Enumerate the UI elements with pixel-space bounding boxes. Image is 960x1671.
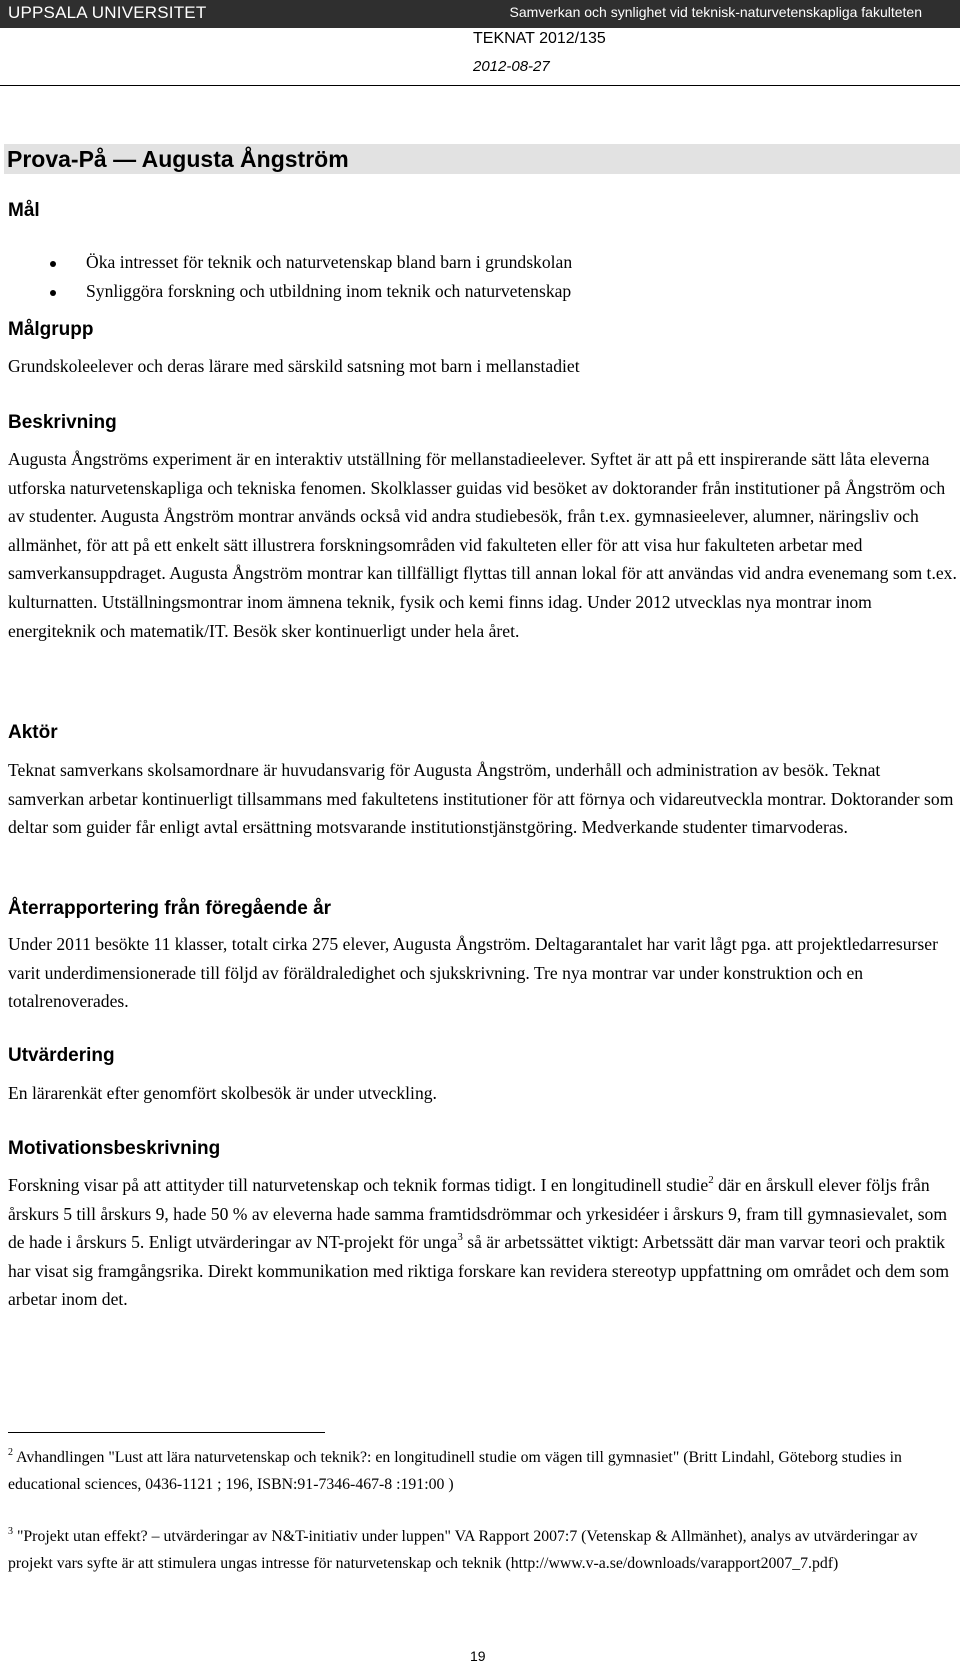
document-date: 2012-08-27 (473, 58, 550, 75)
bullet-icon (50, 261, 56, 267)
footnote-number: 3 (8, 1526, 13, 1537)
footnote-ref: 3 (457, 1231, 463, 1244)
page-title: Prova-På — Augusta Ångström (7, 146, 349, 172)
aktor-text: Teknat samverkans skolsamordnare är huvudansvarig för Augusta Ångström, underhåll och administration av besök. Teknat samverkan arbetar kontinuerligt tillsammans med fakultetens institutioner för att förnya och vidareutveckla montrar. Doktorander som deltar som guider får enligt avtal ersättning motsvarande institutionstjänstgöring. Medverkande studenter timarvoderas. (8, 760, 954, 838)
motivation-text-part: där en årskull elever följs från årskurs 5 till årskurs 9, hade 50 % av eleverna hade samma framtidsdrömmar och yrkesidéer i årskurs 9, fram till gymnasievalet, som de hade i årskurs 5. Enligt utvärderingar av NT-projekt för unga (8, 1175, 948, 1253)
utvardering-text: En lärarenkät efter genomfört skolbesök är under utveckling. (8, 1083, 437, 1103)
aterrapportering-text: Under 2011 besökte 11 klasser, totalt cirka 275 elever, Augusta Ångström. Deltagarantalet har varit lågt pga. att projektledarresurser varit underdimensionerade till följd av föräldraledighet och sjukskrivning. Tre nya montrar var under konstruktion och en totalrenoverades. (8, 934, 938, 1012)
header-divider (0, 85, 960, 86)
motivation-text-part: Forskning visar på att attityder till naturvetenskap och teknik formas tidigt. I en longitudinell studie (8, 1175, 709, 1195)
heading-utvardering: Utvärdering (8, 1045, 115, 1066)
goal-list (0, 248, 900, 306)
beskrivning-text: Augusta Ångströms experiment är en interaktiv utställning för mellanstadieelever. Syftet är att på ett inspirerande sätt låta eleverna utforska naturvetenskapliga och tekniska fenomen. Skolklasser guidas vid besöket av doktorander från institutioner på Ångström och av studenter. Augusta Ångström montrar används också vid andra studiebesök, från t.ex. gymnasieelever, alumner, näringsliv och allmänhet, för att på ett enkelt sätt illustrera forskningsområden vid fakulteten eller för att visa hur fakulteten arbetar med samverkansuppdraget. Augusta Ångström montrar kan tillfälligt flyttas till annan lokal för att användas vid andra evenemang som t.ex. kulturnatten. Utställningsmontrar inom ämnena teknik, fysik och kemi finns idag. Under 2012 utvecklas nya montrar inom energiteknik och matematik/IT. Besök sker kontinuerligt under hela året. (8, 449, 957, 641)
footnote-ref: 2 (708, 1174, 714, 1186)
list-item (0, 277, 900, 306)
heading-beskrivning: Beskrivning (8, 412, 117, 433)
document-reference: TEKNAT 2012/135 (473, 30, 606, 47)
heading-mal: Mål (8, 200, 40, 221)
faculty-name: Samverkan och synlighet vid teknisk-naturvetenskapliga fakulteten (509, 4, 922, 20)
footnote-text: Avhandlingen "Lust att lära naturvetenskap och teknik?: en longitudinell studie om vägen till gymnasiet" (Britt Lindahl, Göteborg studies in educational sciences, 0436-1121 ; 196, ISBN:91-7346-467-8 :191:00 ) (8, 1449, 902, 1493)
heading-aktor: Aktör (8, 722, 58, 743)
heading-aterrapportering: Återrapportering från föregående år (8, 898, 332, 919)
footnote (8, 1524, 948, 1577)
list-item (0, 248, 900, 277)
malgrupp-text: Grundskoleelever och deras lärare med särskild satsning mot barn i mellanstadiet (8, 356, 580, 376)
motivation-text-part: så är arbetssättet viktigt: Arbetssätt där man varvar teori och praktik har visat sig framgångsrika. Direkt kommunikation med riktiga forskare kan revidera stereotyp uppfattning om området och dem som arbetar inom det. (8, 1232, 950, 1310)
list-item-text: Synliggöra forskning och utbildning inom teknik och naturvetenskap (86, 281, 572, 301)
heading-motivation: Motivationsbeskrivning (8, 1138, 221, 1159)
university-name: UPPSALA UNIVERSITET (8, 3, 207, 22)
footnote-divider (8, 1432, 325, 1433)
heading-malgrupp: Målgrupp (8, 319, 94, 340)
list-item-text: Öka intresset för teknik och naturvetenskap bland barn i grundskolan (86, 252, 573, 272)
page-number: 19 (470, 1648, 486, 1664)
footnote-text: "Projekt utan effekt? – utvärderingar av N&T-initiativ under luppen" VA Rapport 2007:7 (Vetenskap & Allmänhet), analys av utvärderingar av projekt vars syfte är att stimulera ungas intresse för naturvetenskap och teknik (http://www.v-a.se/downloads/varapport2007_7.pdf) (8, 1528, 918, 1572)
footnote (8, 1445, 948, 1498)
footnote-number: 2 (8, 1447, 13, 1458)
bullet-icon (50, 290, 56, 296)
motivation-text (8, 1171, 958, 1314)
